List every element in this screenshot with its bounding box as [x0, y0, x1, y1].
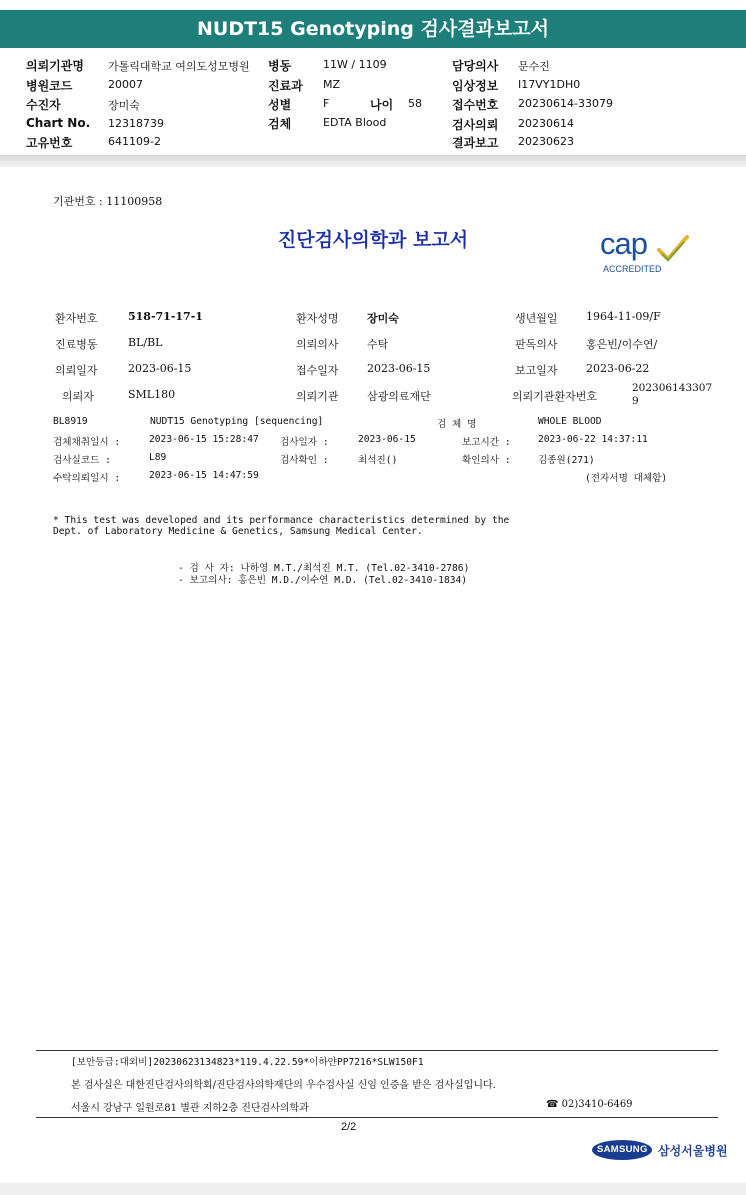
test-specimen-label: 검 체 명	[437, 419, 477, 430]
requester-label: 의뢰자	[62, 390, 94, 403]
rep-date-label: 보고일자	[515, 364, 558, 377]
dept-value: MZ	[323, 78, 341, 91]
test-specimen-value: WHOLE BLOOD	[538, 416, 602, 427]
sex-label: 성별	[268, 98, 292, 112]
page-bottom-bar	[0, 1183, 746, 1195]
ward-row-label: 진료병동	[55, 338, 98, 351]
req-org-value: 가톨릭대학교 여의도성모병원	[108, 60, 250, 73]
req-org-row-label: 의뢰기관	[296, 390, 339, 403]
dob-value: 1964-11-09/F	[586, 310, 661, 323]
specimen-label: 검체	[268, 117, 292, 131]
req-org-row-value: 삼광의료재단	[367, 390, 431, 403]
age-value: 58	[408, 97, 422, 110]
patient-value: 장미숙	[108, 99, 140, 112]
method-note-line2: Dept. of Laboratory Medicine & Genetics, Samsung Medical Center.	[53, 526, 423, 537]
method-note-line1: * This test was developed and its performance characteristics determined by the	[53, 515, 510, 526]
org-pid-value-line1: 202306143307	[632, 382, 713, 394]
chart-no-value: 12318739	[108, 117, 164, 130]
report-header-title: NUDT15 Genotyping 검사결과보고서	[0, 10, 746, 48]
ward-value: 11W / 1109	[323, 58, 387, 71]
confirm-value: 최석진()	[358, 455, 398, 466]
hosp-code-value: 20007	[108, 78, 143, 91]
cap-check-icon	[656, 234, 690, 264]
outsourced-value: 2023-06-15 14:47:59	[149, 470, 259, 481]
ward-row-value: BL/BL	[128, 336, 163, 349]
req-date-row-label: 의뢰일자	[55, 364, 98, 377]
cap-logo-text: cap	[600, 226, 647, 261]
requester-value: SML180	[128, 388, 176, 401]
org-number: 기관번호 : 11100958	[53, 195, 163, 208]
result-date-value: 20230623	[518, 135, 574, 148]
security-line: [보안등급:대외비]20230623134823*119.4.22.59*이하얀PP7216*SLW150F1	[71, 1057, 424, 1068]
recv-date-label: 접수일자	[296, 364, 339, 377]
req-date-label: 검사의뢰	[452, 118, 499, 132]
unique-no-value: 641109-2	[108, 135, 161, 148]
reporter-info: - 보고의사: 홍은빈 M.D./이수연 M.D. (Tel.02-3410-1834)	[178, 575, 468, 586]
unique-no-label: 고유번호	[26, 136, 73, 150]
rep-date-value: 2023-06-22	[586, 362, 650, 375]
accession-value: 20230614-33079	[518, 97, 613, 110]
page-number: 2/2	[341, 1121, 357, 1133]
age-label: 나이	[370, 98, 394, 112]
cap-accredited-logo	[598, 226, 694, 278]
lab-phone: ☎ 02)3410-6469	[546, 1099, 633, 1110]
esign-note: (전자서명 대체함)	[585, 473, 668, 484]
certification-statement: 본 검사실은 대한진단검사의학회/진단검사의학재단의 우수검사실 신임 인증을 받은 검사실입니다.	[71, 1080, 496, 1091]
samsung-hospital-logo	[592, 1138, 728, 1162]
hospital-name: 삼성서울병원	[658, 1144, 728, 1158]
clinical-label: 임상정보	[452, 79, 499, 93]
header-separator	[0, 155, 746, 167]
room-label: 검사실코드 :	[53, 455, 111, 466]
accession-label: 접수번호	[452, 98, 499, 112]
patient-label: 수진자	[26, 98, 61, 112]
outsourced-label: 수탁의뢰일시 :	[53, 473, 121, 484]
doctor-label: 담당의사	[452, 59, 499, 73]
clinical-value: I17VY1DH0	[518, 78, 581, 91]
footer-divider-bottom	[36, 1117, 718, 1118]
lab-address: 서울시 강남구 일원로81 별관 지하2층 진단검사의학과	[71, 1103, 309, 1114]
result-date-label: 결과보고	[452, 136, 499, 150]
dept-label: 진료과	[268, 79, 303, 93]
specimen-value: EDTA Blood	[323, 116, 387, 129]
collect-value: 2023-06-15 15:28:47	[149, 434, 259, 445]
room-value: L89	[149, 452, 167, 463]
pname-label: 환자성명	[296, 312, 339, 325]
req-doc-value: 수탁	[367, 338, 389, 351]
test-name: NUDT15 Genotyping [sequencing]	[150, 416, 324, 427]
tester-info: - 검 사 자: 나하영 M.T./최석진 M.T. (Tel.02-3410-2786)	[178, 563, 470, 574]
test-date-value: 2023-06-15	[358, 434, 416, 445]
doctor-value: 문수진	[518, 60, 550, 73]
pname-value: 장미숙	[367, 312, 399, 325]
report-time-label: 보고시간 :	[462, 437, 511, 448]
org-pid-value-line2: 9	[632, 395, 639, 407]
pid-value: 518-71-17-1	[128, 310, 203, 323]
pid-label: 환자번호	[55, 312, 98, 325]
confirm-label: 검사확인 :	[280, 455, 329, 466]
req-org-label: 의뢰기관명	[26, 59, 84, 73]
dob-label: 생년월일	[515, 312, 558, 325]
req-date-value: 20230614	[518, 117, 574, 130]
chart-no-label: Chart No.	[26, 116, 91, 130]
read-doc-value: 홍은빈/이수연/	[586, 338, 658, 351]
test-date-label: 검사일자 :	[280, 437, 329, 448]
collect-label: 검체채취일시 :	[53, 437, 121, 448]
hosp-code-label: 병원코드	[26, 79, 73, 93]
footer-divider-top	[36, 1050, 718, 1051]
confirm-doc-label: 확인의사 :	[462, 455, 511, 466]
samsung-logo-text: SAMSUNG	[597, 1144, 648, 1155]
sex-value: F	[323, 97, 330, 110]
report-time-value: 2023-06-22 14:37:11	[538, 434, 648, 445]
ward-label: 병동	[268, 59, 292, 73]
read-doc-label: 판독의사	[515, 338, 558, 351]
req-date-row-value: 2023-06-15	[128, 362, 192, 375]
cap-accredited-text: ACCREDITED	[603, 264, 662, 274]
req-doc-label: 의뢰의사	[296, 338, 339, 351]
confirm-doc-value: 김종원(271)	[538, 455, 595, 466]
recv-date-value: 2023-06-15	[367, 362, 431, 375]
org-pid-label: 의뢰기관환자번호	[512, 390, 598, 403]
test-code: BL8919	[53, 416, 88, 427]
report-title: 진단검사의학과 보고서	[277, 229, 469, 251]
